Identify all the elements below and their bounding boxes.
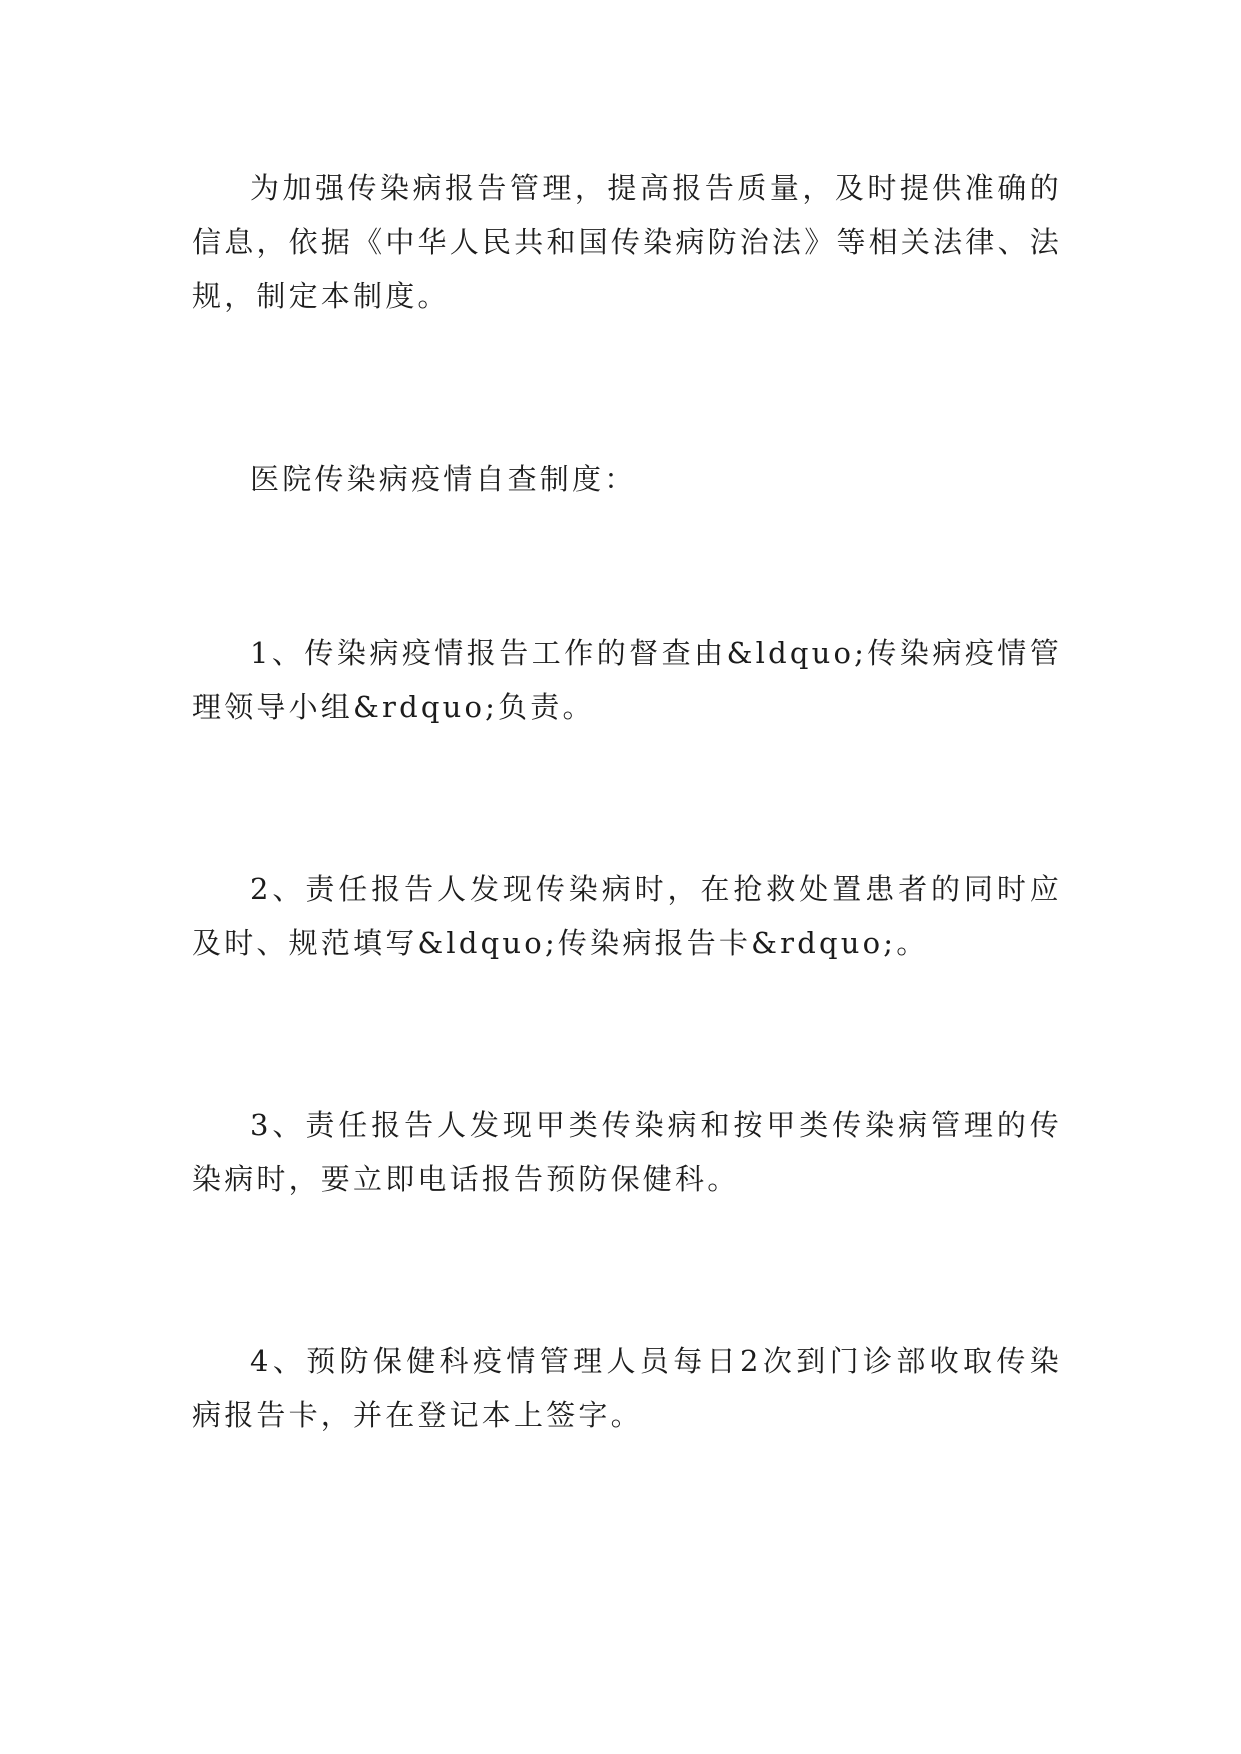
list-item-2: 2、责任报告人发现传染病时，在抢救处置患者的同时应及时、规范填写&ldquo;传染病报告卡&rdquo;。	[192, 872, 1062, 960]
list-item-4: 4、预防保健科疫情管理人员每日2次到门诊部收取传染病报告卡，并在登记本上签字。	[192, 1344, 1062, 1432]
list-item-1: 1、传染病疫情报告工作的督查由&ldquo;传染病疫情管理领导小组&rdquo;负责。	[192, 636, 1062, 724]
section-heading: 医院传染病疫情自查制度：	[250, 462, 637, 496]
paragraph-intro: 为加强传染病报告管理，提高报告质量，及时提供准确的信息，依据《中华人民共和国传染病防治法》等相关法律、法规，制定本制度。	[192, 171, 1062, 313]
list-item-3: 3、责任报告人发现甲类传染病和按甲类传染病管理的传染病时，要立即电话报告预防保健科。	[192, 1108, 1062, 1196]
